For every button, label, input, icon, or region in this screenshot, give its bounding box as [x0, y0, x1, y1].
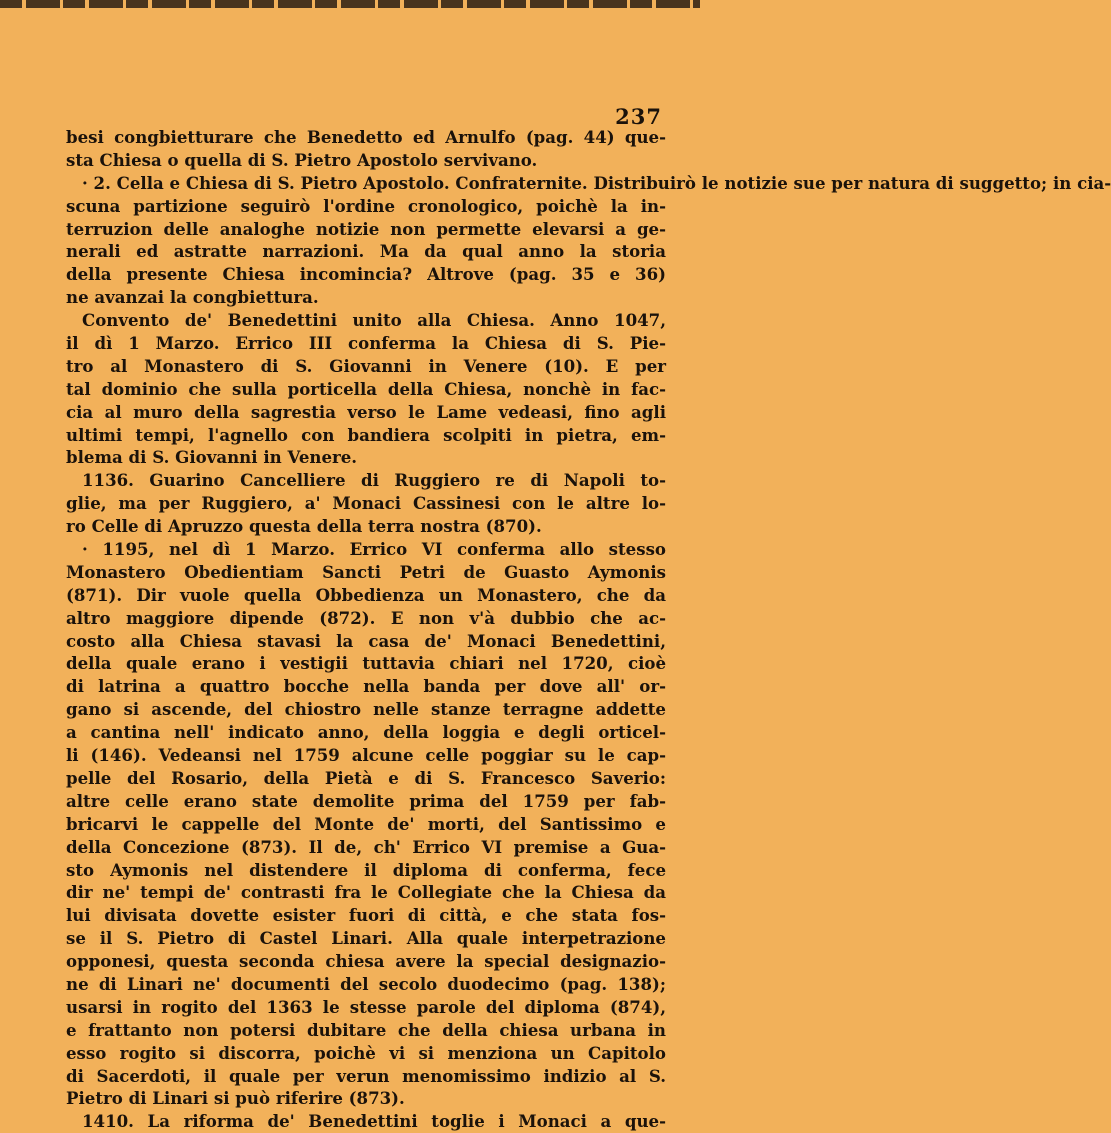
text-line: esso rogito si discorra, poichè vi si menziona un Capitolo — [66, 1042, 666, 1063]
text-line: della Concezione (873). Il de, ch' Errico VI premise a Gua- — [66, 836, 666, 857]
text-line: nerali ed astratte narrazioni. Ma da qual anno la storia — [66, 241, 666, 262]
text-line: · 1195, nel dì 1 Marzo. Errico VI conferma allo stesso — [82, 539, 666, 560]
text-line: Convento de' Benedettini unito alla Chiesa. Anno 1047, — [82, 310, 666, 331]
text-line: e frattanto non potersi dubitare che della chiesa urbana in — [66, 1019, 666, 1040]
text-line: a cantina nell' indicato anno, della loggia e degli orticel- — [66, 722, 666, 743]
text-line: Pietro di Linari si può riferire (873). — [66, 1088, 405, 1109]
text-line: cia al muro della sagrestia verso le Lame vedeasi, fino agli — [66, 401, 666, 422]
text-line: se il S. Pietro di Castel Linari. Alla quale interpetrazione — [66, 928, 666, 949]
text-line: pelle del Rosario, della Pietà e di S. Francesco Saverio: — [66, 767, 666, 788]
text-line: tro al Monastero di S. Giovanni in Venere (10). E per — [66, 355, 666, 376]
text-line: altro maggiore dipende (872). E non v'à dubbio che ac- — [66, 607, 666, 628]
text-line: terruzion delle analoghe notizie non permette elevarsi a ge- — [66, 218, 666, 239]
text-line: Monastero Obedientiam Sancti Petri de Guasto Aymonis — [66, 561, 666, 582]
text-line: blema di S. Giovanni in Venere. — [66, 447, 358, 468]
text-line: ultimi tempi, l'agnello con bandiera scolpiti in pietra, em- — [66, 424, 666, 445]
text-line: costo alla Chiesa stavasi la casa de' Monaci Benedettini, — [66, 630, 666, 651]
text-line: scuna partizione seguirò l'ordine cronologico, poichè la in- — [66, 195, 666, 216]
text-line: sta Chiesa o quella di S. Pietro Apostolo servivano. — [66, 149, 538, 170]
text-line: altre celle erano state demolite prima del 1759 per fab- — [66, 790, 666, 811]
text-line: · 2. Cella e Chiesa di S. Pietro Apostolo. Confraternite. Distribuirò le notizie sue per natura di suggetto; in cia- — [82, 172, 1111, 193]
text-line: 1410. La riforma de' Benedettini toglie i Monaci a que- — [82, 1111, 666, 1132]
text-line: tal dominio che sulla porticella della Chiesa, nonchè in fac- — [66, 378, 666, 399]
text-line: usarsi in rogito del 1363 le stesse parole del diploma (874), — [66, 996, 666, 1017]
text-line: ro Celle di Apruzzo questa della terra nostra (870). — [66, 516, 542, 537]
text-line: besi congbietturare che Benedetto ed Arnulfo (pag. 44) que- — [66, 127, 666, 147]
text-line: bricarvi le cappelle del Monte de' morti, del Santissimo e — [66, 813, 666, 834]
text-line: della quale erano i vestigii tuttavia chiari nel 1720, cioè — [66, 653, 666, 674]
text-line: sto Aymonis nel distendere il diploma di conferma, fece — [66, 859, 666, 880]
text-line: opponesi, questa seconda chiesa avere la special designazio- — [66, 951, 666, 972]
text-line: della presente Chiesa incomincia? Altrove (pag. 35 e 36) — [66, 264, 666, 285]
text-line: 1136. Guarino Cancelliere di Ruggiero re di Napoli to- — [82, 470, 666, 491]
book-page — [66, 104, 1111, 1133]
text-line: dir ne' tempi de' contrasti fra le Collegiate che la Chiesa da — [66, 882, 666, 903]
text-line: di latrina a quattro bocche nella banda per dove all' or- — [66, 676, 666, 697]
text-line: il dì 1 Marzo. Errico III conferma la Chiesa di S. Pie- — [66, 333, 666, 354]
text-line: (871). Dir vuole quella Obbedienza un Monastero, che da — [66, 584, 666, 605]
text-line: ne avanzai la congbiettura. — [66, 287, 319, 308]
text-line: gano si ascende, del chiostro nelle stanze terragne addette — [66, 699, 666, 720]
text-line: di Sacerdoti, il quale per verun menomissimo indizio al S. — [66, 1065, 666, 1086]
text-line: lui divisata dovette esister fuori di città, e che stata fos- — [66, 905, 666, 926]
text-line: ne di Linari ne' documenti del secolo duodecimo (pag. 138); — [66, 973, 666, 994]
text-line: glie, ma per Ruggiero, a' Monaci Cassinesi con le altre lo- — [66, 493, 666, 514]
page-number: 237 — [615, 104, 662, 129]
page-text — [66, 104, 1111, 1133]
text-line: li (146). Vedeansi nel 1759 alcune celle poggiar su le cap- — [66, 745, 666, 766]
page-top-edge — [0, 0, 700, 8]
